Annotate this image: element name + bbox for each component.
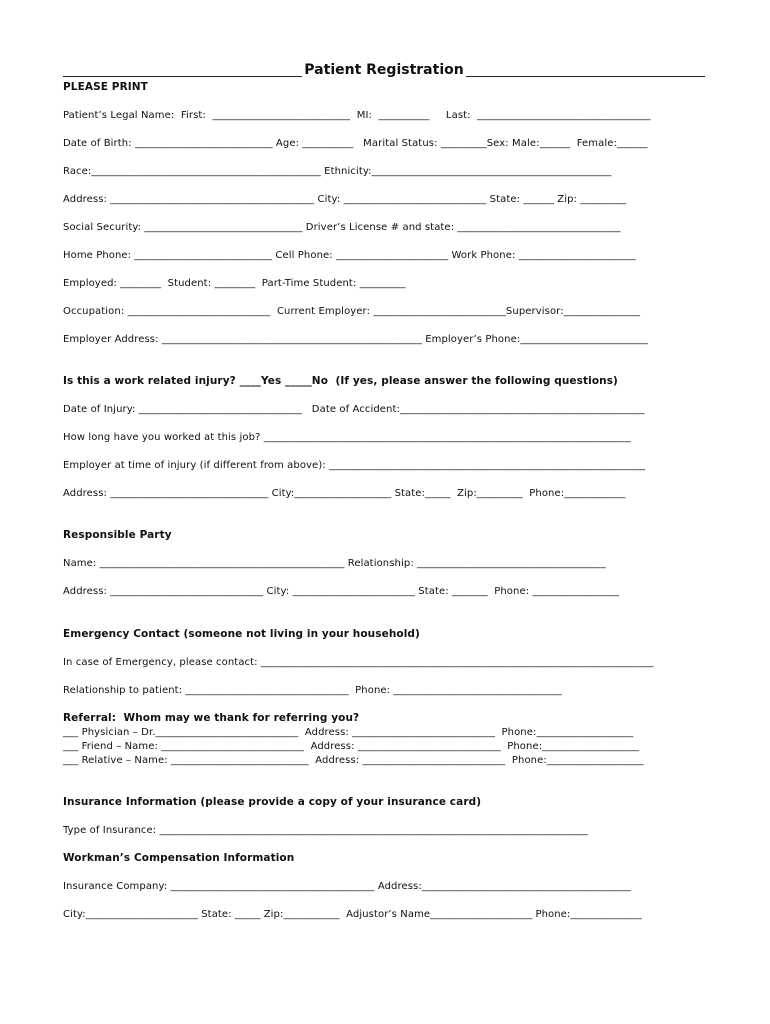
rp-address-row[interactable]: Address: ______________________________ City: ________________________ State: _______ Phone: _________________ (63, 586, 620, 597)
insurance-company-row[interactable]: Insurance Company: ________________________________________ Address:_________________________________________ (63, 881, 631, 892)
legal-name-row[interactable]: Patient’s Legal Name: First: ___________________________ MI: __________ Last: __________________________________ (63, 110, 651, 121)
page-title-text: Patient Registration (304, 62, 464, 78)
work-injury-question[interactable]: Is this a work related injury? ____Yes _____No (If yes, please answer the following questions) (63, 375, 618, 387)
occupation-row[interactable]: Occupation: ____________________________ Current Employer: __________________________Supervisor:_______________ (63, 306, 641, 317)
referral-relative-row[interactable]: ___ Relative – Name: ___________________________ Address: ____________________________ Phone:___________________ (63, 755, 644, 766)
how-long-row[interactable]: How long have you worked at this job? ________________________________________________________________________ (63, 432, 631, 443)
address-row[interactable]: Address: ________________________________________ City: ____________________________ State: ______ Zip: _________ (63, 194, 627, 205)
referral-heading: Referral: Whom may we thank for referring you? (63, 712, 360, 724)
insurance-info-heading: Insurance Information (please provide a copy of your insurance card) (63, 796, 482, 808)
social-security-row[interactable]: Social Security: _______________________________ Driver’s License # and state: ________________________________ (63, 222, 621, 233)
responsible-party-heading: Responsible Party (63, 529, 172, 541)
page-title (63, 61, 705, 79)
employed-row[interactable]: Employed: ________ Student: ________ Part-Time Student: _________ (63, 278, 406, 289)
race-row[interactable]: Race:_____________________________________________ Ethnicity:_______________________________________________ (63, 166, 612, 177)
type-insurance-row[interactable]: Type of Insurance: ____________________________________________________________________________________ (63, 825, 588, 836)
please-print-label: PLEASE PRINT (63, 81, 148, 93)
date-injury-row[interactable]: Date of Injury: ________________________________ Date of Accident:________________________________________________ (63, 404, 645, 415)
in-case-row[interactable]: In case of Emergency, please contact: _____________________________________________________________________________ (63, 657, 654, 668)
dob-row[interactable]: Date of Birth: ___________________________ Age: __________ Marital Status: _________Sex: Male:______ Female:______ (63, 138, 648, 149)
referral-physician-row[interactable]: ___ Physician – Dr.____________________________ Address: ____________________________ Phone:___________________ (63, 727, 634, 738)
relationship-patient-row[interactable]: Relationship to patient: ________________________________ Phone: _________________________________ (63, 685, 562, 696)
phones-row[interactable]: Home Phone: ___________________________ Cell Phone: ______________________ Work Phone: _______________________ (63, 250, 637, 261)
workmans-comp-heading: Workman’s Compensation Information (63, 852, 295, 864)
city-adjustor-row[interactable]: City:______________________ State: _____ Zip:___________ Adjustor’s Name____________________ Phone:______________ (63, 909, 642, 920)
employer-address-row[interactable]: Employer Address: ___________________________________________________ Employer’s Phone:_________________________ (63, 334, 648, 345)
referral-friend-row[interactable]: ___ Friend – Name: ____________________________ Address: ____________________________ Phone:___________________ (63, 741, 640, 752)
injury-address-row[interactable]: Address: _______________________________ City:___________________ State:_____ Zip:_________ Phone:____________ (63, 488, 626, 499)
title-block (63, 61, 705, 79)
rp-name-row[interactable]: Name: ________________________________________________ Relationship: _____________________________________ (63, 558, 606, 569)
employer-time-row[interactable]: Employer at time of injury (if different from above): ______________________________________________________________ (63, 460, 646, 471)
emergency-contact-heading: Emergency Contact (someone not living in your household) (63, 628, 420, 640)
